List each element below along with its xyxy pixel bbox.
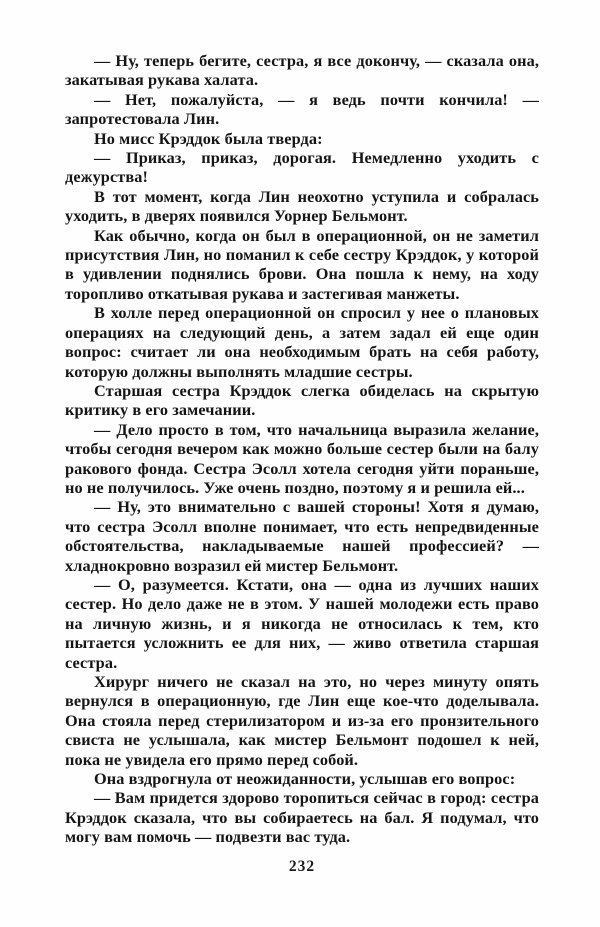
paragraph: — Ну, теперь бегите, сестра, я все докончу, — сказала она, закатывая рукава халата. (65, 51, 539, 90)
paragraph: — Ну, это внимательно с вашей стороны! Хотя я думаю, что сестра Эсолл вполне понимает, что есть непредвиденные обстоятельства, накладываемые нашей профессией? — хладнокровно возразил ей мистер Бельмонт. (65, 497, 539, 575)
paragraph: — Дело просто в том, что начальница выразила желание, чтобы сегодня вечером как можно больше сестер были на балу ракового фонда. Сестра Эсолл хотела сегодня уйти пораньше, но не получилось. Уже очень поздно, поэтому я и решила ей... (65, 419, 539, 497)
paragraph: В тот момент, когда Лин неохотно уступила и собралась уходить, в дверях появился Уорнер Бельмонт. (65, 186, 539, 226)
page-number: 232 (288, 858, 316, 875)
paragraph: — Приказ, приказ, дорогая. Немедленно уходить с дежурства! (65, 148, 539, 187)
paragraph: В холле перед операционной он спросил у нее о плановых операциях на следующий день, а затем задал ей еще один вопрос: считает ли она необходимым брать на себя работу, которую должны выполнять младшие сестры. (65, 303, 539, 381)
paragraph: Но мисс Крэддок была тверда: (94, 128, 323, 148)
paragraph: — Нет, пожалуйста, — я ведь почти кончила! — запротестовала Лин. (65, 89, 539, 129)
paragraph: Хирург ничего не сказал на это, но через минуту опять вернулся в операционную, где Лин еще кое-что доделывала. Она стояла перед стерилизатором и из-за его пронзительного свиста не услышала, как мистер Бельмонт подошел к ней, пока не увидела его прямо перед собой. (65, 672, 539, 769)
paragraph: — О, разумеется. Кстати, она — одна из лучших наших сестер. Но дело даже не в этом. У нашей молодежи есть право на личную жизнь, и я никогда не относилась к тем, кто пытается усложнить ее для них, — живо ответила старшая сестра. (65, 574, 539, 672)
paragraph: Она вздрогнула от неожиданности, услышав его вопрос: (94, 769, 516, 789)
paragraph: — Вам придется здорово торопиться сейчас в город: сестра Крэддок сказала, что вы собираетесь на бал. Я подумал, что могу вам помочь — подвезти вас туда. (65, 788, 539, 847)
paragraph: Старшая сестра Крэддок слегка обиделась на скрытую критику в его замечании. (65, 380, 539, 420)
page-text (65, 51, 539, 847)
paragraph: Как обычно, когда он был в операционной, он не заметил присутствия Лин, но поманил к себе сестру Крэддок, у которой в удивлении поднялись брови. Она пошла к нему, на ходу торопливо откатывая рукава и застегивая манжеты. (65, 225, 539, 303)
